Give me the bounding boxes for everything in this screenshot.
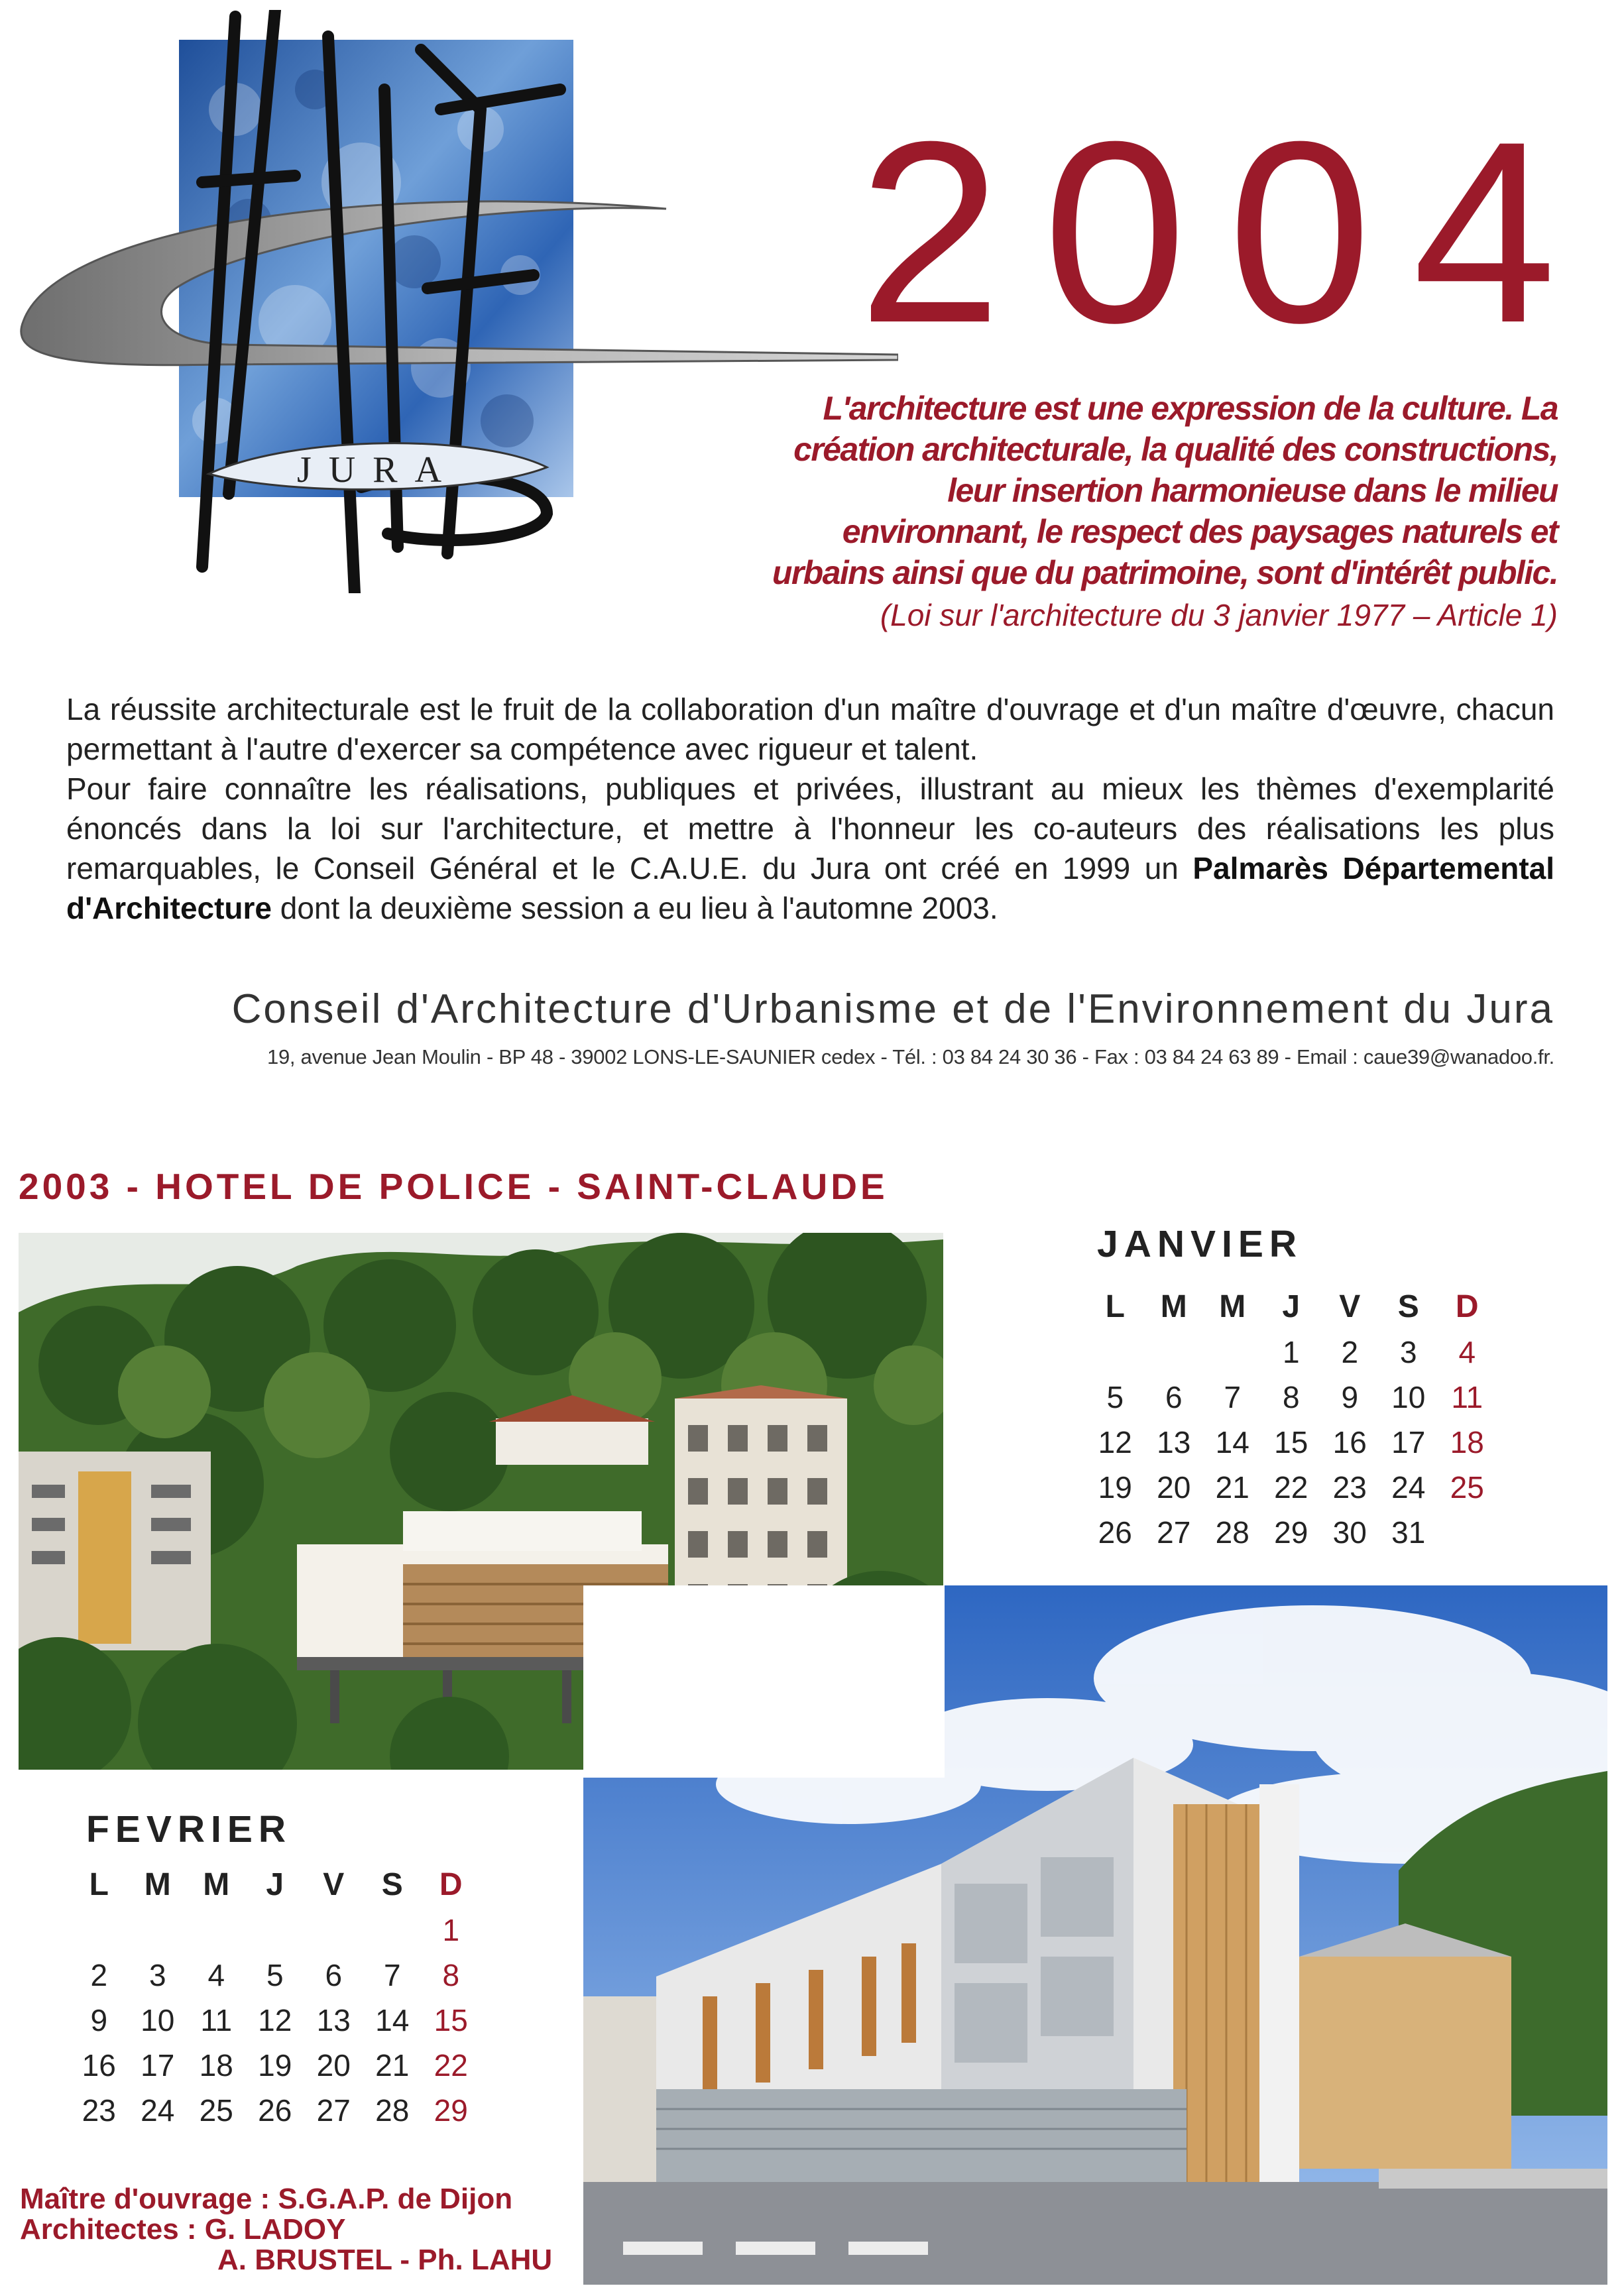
calendar-day: 14 bbox=[375, 2003, 410, 2037]
calendar-day: 25 bbox=[1450, 1470, 1484, 1505]
calendar-day: 18 bbox=[199, 2048, 233, 2083]
calendar-day: 28 bbox=[1215, 1515, 1249, 1550]
calendar-day: 8 bbox=[442, 1958, 460, 1992]
intro-p2-start: Pour faire connaître les réalisations, publiques et privées, illustrant au mieux les thèmes d'exemplarité énoncés dans la loi sur l'architecture, et mettre à l'honneur les co-auteurs des réalisations les plus remarquables, le Conseil Général et le C.A.U.E. du Jura ont créé en 1999 un bbox=[66, 772, 1554, 886]
calendar-day: 7 bbox=[383, 1958, 401, 1992]
calendar-empty-cell bbox=[246, 1908, 305, 1953]
calendar-empty-cell bbox=[1203, 1330, 1262, 1375]
calendar-day: 13 bbox=[316, 2003, 351, 2037]
calendar-day: 21 bbox=[375, 2048, 410, 2083]
calendar-day: 8 bbox=[1282, 1380, 1300, 1414]
calendar-day: 15 bbox=[434, 2003, 468, 2037]
calendar-day: 17 bbox=[1391, 1425, 1426, 1459]
calendar-day: 22 bbox=[434, 2048, 468, 2083]
palmares-name: Palmarès Départemental d'Architecture bbox=[66, 851, 1554, 925]
calendar-day: 28 bbox=[375, 2093, 410, 2128]
credit-architectes: Architectes : G. LADOY bbox=[20, 2213, 346, 2246]
caue-address: 19, avenue Jean Moulin - BP 48 - 39002 LONS-LE-SAUNIER cedex - Tél. : 03 84 24 30 36 - Fax : 03 84 24 63 89 - Email : caue39@wanadoo.fr. bbox=[267, 1045, 1554, 1068]
calendar-day: 25 bbox=[199, 2093, 233, 2128]
calendar-day: 11 bbox=[1451, 1380, 1483, 1414]
calendar-day: 19 bbox=[258, 2048, 292, 2083]
calendar-day: 18 bbox=[1450, 1425, 1484, 1459]
law-quote: L'architecture est une expression de la culture. La création architecturale, la qualité des constructions, leur insertion harmonieuse dans le milieu environnant, le respect des paysages naturels et urbains ainsi que du patrimoine, sont d'intérêt public. bbox=[772, 390, 1558, 591]
calendar-day: 12 bbox=[1098, 1425, 1132, 1459]
calendar-day: 11 bbox=[200, 2003, 233, 2037]
calendar-day: 22 bbox=[1274, 1470, 1308, 1505]
caue-name: Conseil d'Architecture d'Urbanisme et de l'Environnement du Jura bbox=[231, 986, 1554, 1032]
calendar-empty-cell bbox=[1086, 1330, 1145, 1375]
calendar-day: 7 bbox=[1224, 1380, 1242, 1414]
calendar-day: 26 bbox=[258, 2093, 292, 2128]
calendar-day: 13 bbox=[1157, 1425, 1191, 1459]
calendar-day: 9 bbox=[1341, 1380, 1359, 1414]
calendar-day: 17 bbox=[141, 2048, 175, 2083]
svg-text:JURA: JURA bbox=[296, 449, 459, 490]
calendar-fevrier-title: FEVRIER bbox=[86, 1808, 292, 1851]
weekday-header: J bbox=[266, 1867, 284, 1902]
weekday-header: L bbox=[89, 1867, 109, 1902]
calendar-day: 9 bbox=[90, 2003, 108, 2037]
calendar-day: 30 bbox=[1332, 1515, 1367, 1550]
calendar-day: 23 bbox=[82, 2093, 116, 2128]
calendar-day: 10 bbox=[141, 2003, 175, 2037]
calendar-empty-cell bbox=[187, 1908, 246, 1953]
calendar-empty-cell bbox=[304, 1908, 363, 1953]
calendar-day: 24 bbox=[141, 2093, 175, 2128]
calendar-day: 15 bbox=[1274, 1425, 1308, 1459]
calendar-day: 29 bbox=[1274, 1515, 1308, 1550]
calendar-day: 29 bbox=[434, 2093, 468, 2128]
project-title: 2003 - HOTEL DE POLICE - SAINT-CLAUDE bbox=[19, 1166, 888, 1207]
calendar-empty-cell bbox=[70, 1908, 129, 1953]
calendar-empty-cell bbox=[1438, 1510, 1497, 1555]
calendar-day: 5 bbox=[1106, 1380, 1124, 1414]
calendar-janvier-title: JANVIER bbox=[1097, 1223, 1303, 1265]
calendar-day: 5 bbox=[266, 1958, 284, 1992]
calendar-day: 26 bbox=[1098, 1515, 1132, 1550]
calendar-day: 19 bbox=[1098, 1470, 1132, 1505]
calendar-day: 31 bbox=[1391, 1515, 1426, 1550]
calendar-day: 6 bbox=[325, 1958, 343, 1992]
intro-paragraph-2 bbox=[66, 769, 1554, 928]
calendar-day: 1 bbox=[442, 1913, 460, 1947]
weekday-header: L bbox=[1105, 1289, 1125, 1324]
calendar-day: 24 bbox=[1391, 1470, 1426, 1505]
weekday-header: M bbox=[144, 1867, 171, 1902]
intro-paragraph bbox=[66, 689, 1554, 928]
calendar-day: 27 bbox=[1157, 1515, 1191, 1550]
calendar-day: 20 bbox=[316, 2048, 351, 2083]
calendar-empty-cell bbox=[363, 1908, 422, 1953]
weekday-header: V bbox=[323, 1867, 345, 1902]
calendar-fevrier-grid bbox=[70, 1862, 481, 2133]
calendar-day: 21 bbox=[1215, 1470, 1249, 1505]
photo-building-front bbox=[583, 1585, 1607, 2285]
intro-paragraph-1: La réussite architecturale est le fruit de la collaboration d'un maître d'ouvrage et d'un maître d'œuvre, chacun permettant à l'autre d'exercer sa compétence avec rigueur et talent. bbox=[66, 692, 1554, 766]
intro-p2-end: dont la deuxième session a eu lieu à l'automne 2003. bbox=[280, 891, 998, 925]
project-credits bbox=[20, 2184, 570, 2275]
weekday-header: D bbox=[439, 1867, 463, 1902]
calendar-day: 3 bbox=[148, 1958, 166, 1992]
calendar-day: 10 bbox=[1391, 1380, 1426, 1414]
credit-architectes-cont: A. BRUSTEL - Ph. LAHU bbox=[217, 2244, 553, 2276]
weekday-header: M bbox=[203, 1867, 230, 1902]
calendar-empty-cell bbox=[1145, 1330, 1204, 1375]
calendar-day: 23 bbox=[1332, 1470, 1367, 1505]
credit-maitre-ouvrage: Maître d'ouvrage : S.G.A.P. de Dijon bbox=[20, 2183, 513, 2215]
calendar-day: 1 bbox=[1282, 1335, 1300, 1369]
calendar-day: 14 bbox=[1215, 1425, 1249, 1459]
calendar-day: 4 bbox=[207, 1958, 225, 1992]
calendar-day: 2 bbox=[90, 1958, 108, 1992]
weekday-header: S bbox=[381, 1867, 403, 1902]
calendar-day: 3 bbox=[1399, 1335, 1417, 1369]
calendar-day: 12 bbox=[258, 2003, 292, 2037]
calendar-day: 20 bbox=[1157, 1470, 1191, 1505]
calendar-year: 2004 bbox=[858, 87, 1597, 376]
law-quote-source: (Loi sur l'architecture du 3 janvier 1977 – Article 1) bbox=[880, 598, 1558, 632]
weekday-header: M bbox=[1160, 1289, 1187, 1324]
weekday-header: S bbox=[1397, 1289, 1419, 1324]
weekday-header: J bbox=[1282, 1289, 1301, 1324]
calendar-empty-cell bbox=[129, 1908, 188, 1953]
calendar-day: 16 bbox=[82, 2048, 116, 2083]
calendar-day: 6 bbox=[1165, 1380, 1183, 1414]
calendar-day: 27 bbox=[316, 2093, 351, 2128]
calendar-day: 16 bbox=[1332, 1425, 1367, 1459]
weekday-header: D bbox=[1455, 1289, 1479, 1324]
calendar-day: 2 bbox=[1341, 1335, 1359, 1369]
weekday-header: V bbox=[1339, 1289, 1361, 1324]
weekday-header: M bbox=[1219, 1289, 1246, 1324]
calendar-day: 4 bbox=[1458, 1335, 1476, 1369]
calendar-janvier-grid bbox=[1086, 1285, 1497, 1555]
